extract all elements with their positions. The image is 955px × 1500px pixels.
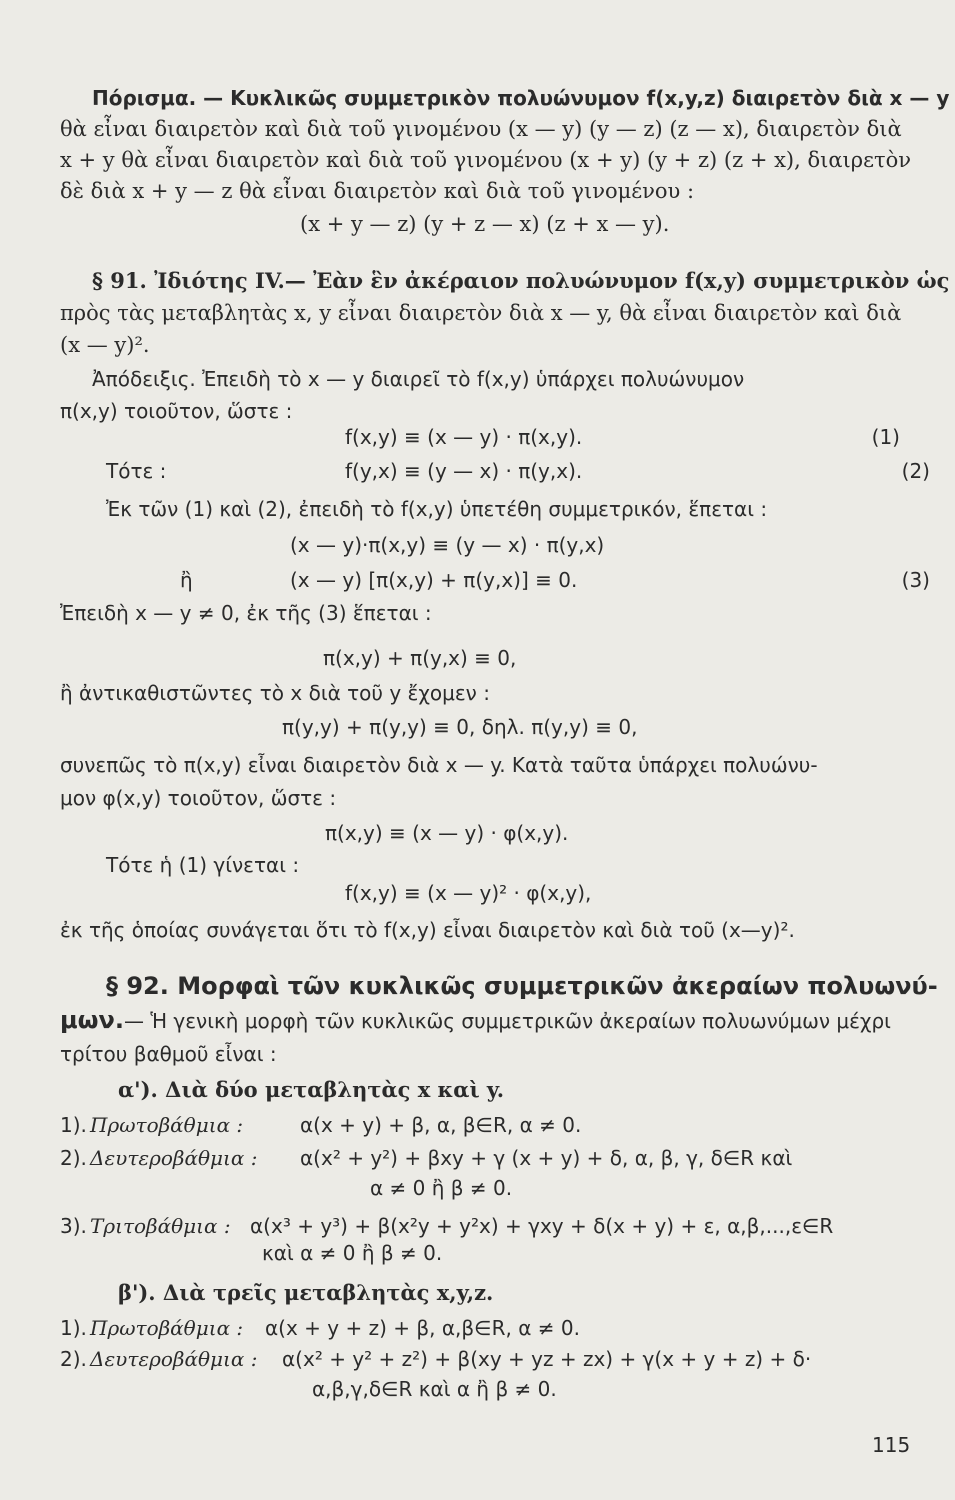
proof-line-8: Ἐπειδὴ x — y ≠ 0, ἐκ τῆς (3) ἕπεται : [60, 601, 432, 625]
equation-yy: π(y,y) + π(y,y) ≡ 0, δηλ. π(y,y) ≡ 0, [282, 715, 638, 739]
proof-conclusion: ἐκ τῆς ὁποίας συνάγεται ὅτι τὸ f(x,y) εἶναι διαιρετὸν καὶ διὰ τοῦ (x—y)². [60, 918, 795, 942]
proof-line-10: ἢ ἀντικαθιστῶντες τὸ x διὰ τοῦ y ἔχομεν : [60, 681, 490, 705]
equation-sum-zero: π(x,y) + π(y,x) ≡ 0, [323, 646, 517, 670]
corollary-line-1: Πόρισμα. — Κυκλικῶς συμμετρικὸν πολυώνυμον f(x,y,z) διαιρετὸν διὰ x — y [92, 86, 950, 110]
alpha-item-1: 1). Πρωτοβάθμια : α(x + y) + β, α, β∈R, α ≠ 0. [60, 1113, 582, 1137]
alpha-item-3: 3). Τριτοβάθμια : α(x³ + y³) + β(x²y + y²x) + γxy + δ(x + y) + ε, α,β,...,ε∈R [60, 1214, 834, 1238]
equation-combined: (x — y)·π(x,y) ≡ (y — x) · π(y,x) [290, 533, 605, 557]
beta-item-2-condition: α,β,γ,δ∈R καὶ α ἢ β ≠ 0. [312, 1377, 557, 1401]
proof-line-5: Ἐκ τῶν (1) καὶ (2), ἐπειδὴ τὸ f(x,y) ὑπετέθη συμμετρικόν, ἕπεται : [106, 497, 768, 521]
alpha-item-3-condition: καὶ α ≠ 0 ἢ β ≠ 0. [262, 1241, 443, 1265]
proof-line-12: συνεπῶς τὸ π(x,y) εἶναι διαιρετὸν διὰ x — y. Κατὰ ταῦτα ὑπάρχει πολυώνυ- [60, 753, 818, 777]
subsection-alpha: α'). Διὰ δύο μεταβλητὰς x καὶ y. [118, 1077, 505, 1102]
alpha-item-2: 2). Δευτεροβάθμια : α(x² + y²) + βxy + γ (x + y) + δ, α, β, γ, δ∈R καὶ [60, 1146, 793, 1170]
section-92-line-2: μων.— Ἡ γενικὴ μορφὴ τῶν κυκλικῶς συμμετρικῶν ἀκεραίων πολυωνύμων μέχρι [60, 1006, 891, 1034]
beta-item-1: 1). Πρωτοβάθμια : α(x + y + z) + β, α,β∈R, α ≠ 0. [60, 1316, 580, 1340]
proof-line-15: Τότε ἡ (1) γίνεται : [106, 853, 300, 877]
equation-phi: π(x,y) ≡ (x — y) · φ(x,y). [325, 821, 569, 845]
equation-1: f(x,y) ≡ (x — y) · π(x,y). (1) [345, 425, 900, 449]
section-92-heading: § 92. Μορφαὶ τῶν κυκλικῶς συμμετρικῶν ἀκεραίων πολυωνύ- [106, 972, 938, 1000]
section-92-line-3: τρίτου βαθμοῦ εἶναι : [60, 1042, 277, 1066]
equation-2: Τότε : f(y,x) ≡ (y — x) · π(y,x). (2) [106, 459, 930, 483]
corollary-line-4: δὲ διὰ x + y — z θὰ εἶναι διαιρετὸν καὶ διὰ τοῦ γινομένου : [60, 179, 695, 203]
corollary-line-2: θὰ εἶναι διαιρετὸν καὶ διὰ τοῦ γινομένου (x — y) (y — z) (z — x), διαιρετὸν διὰ [60, 117, 902, 141]
proof-line-13: μον φ(x,y) τοιοῦτον, ὥστε : [60, 786, 337, 810]
equation-final: f(x,y) ≡ (x — y)² · φ(x,y), [345, 881, 592, 905]
beta-item-2: 2). Δευτεροβάθμια : α(x² + y² + z²) + β(xy + yz + zx) + γ(x + y + z) + δ· [60, 1347, 812, 1371]
equation-3: ἢ (x — y) [π(x,y) + π(y,x)] ≡ 0. (3) [180, 568, 930, 592]
section-91-heading: § 91. Ἰδιότης IV.— Ἐὰν ἓν ἀκέραιον πολυώνυμον f(x,y) συμμετρικὸν ὡς [92, 268, 950, 293]
proof-line-2: π(x,y) τοιοῦτον, ὥστε : [60, 399, 293, 423]
section-91-line-2: πρὸς τὰς μεταβλητὰς x, y εἶναι διαιρετὸν διὰ x — y, θὰ εἶναι διαιρετὸν καὶ διὰ [60, 301, 902, 325]
subsection-beta: β'). Διὰ τρεῖς μεταβλητὰς x,y,z. [118, 1280, 494, 1305]
alpha-item-2-condition: α ≠ 0 ἢ β ≠ 0. [370, 1176, 513, 1200]
page-number: 115 [872, 1433, 911, 1457]
corollary-line-3: x + y θὰ εἶναι διαιρετὸν καὶ διὰ τοῦ γινομένου (x + y) (y + z) (z + x), διαιρετὸν [60, 148, 912, 172]
section-91-line-3: (x — y)². [60, 333, 150, 357]
proof-line-1: Ἀπόδειξις. Ἐπειδὴ τὸ x — y διαιρεῖ τὸ f(x,y) ὑπάρχει πολυώνυμον [92, 367, 745, 391]
corollary-formula: (x + y — z) (y + z — x) (z + x — y). [300, 212, 670, 236]
